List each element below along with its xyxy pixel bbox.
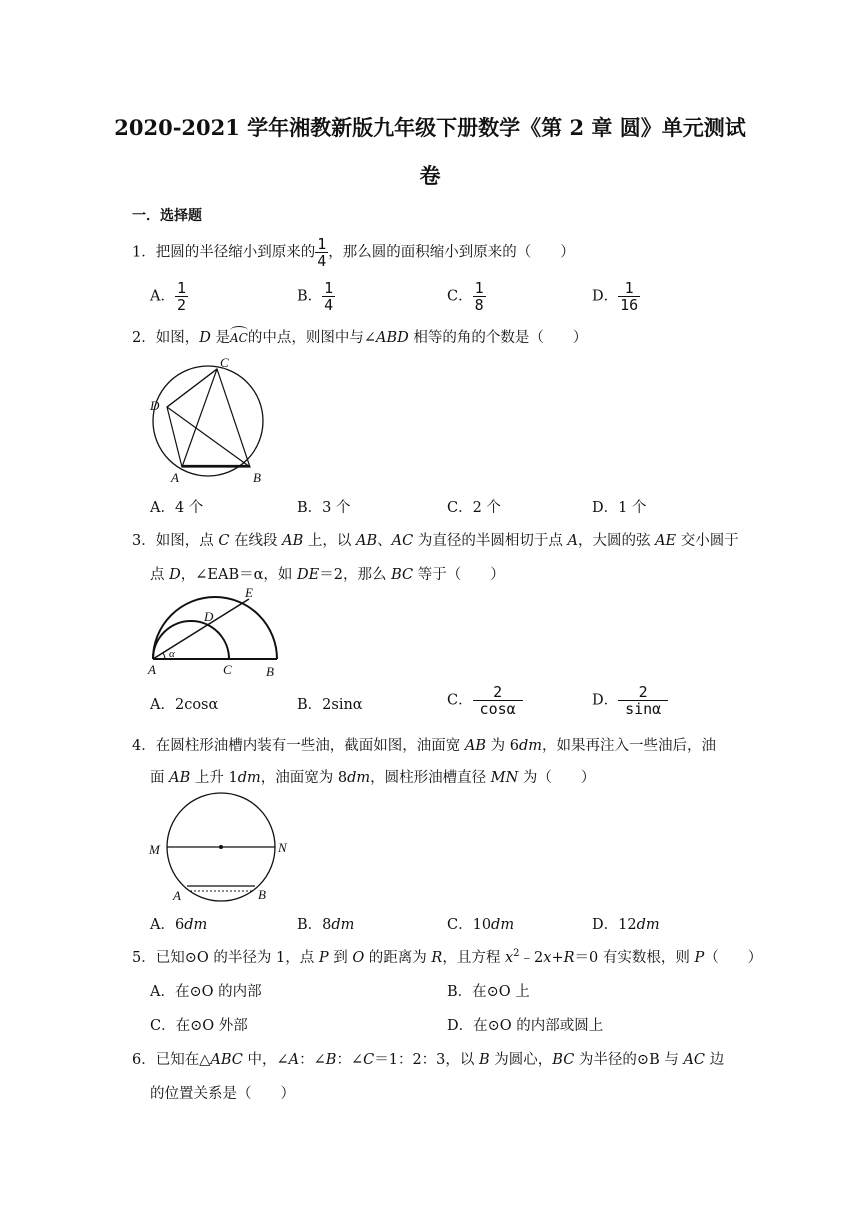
q2-option-b[interactable]: B．3 个 [297, 500, 351, 516]
q1-option-d[interactable]: D． $\frac{1}{16}$ [592, 279, 639, 314]
q3-option-b[interactable]: B．2sinα [297, 697, 363, 713]
question-2: 2．如图，D 是AC的中点，则图中与∠ABD 相等的角的个数是（ ） [132, 330, 588, 346]
q4-figure-oil-tank [145, 792, 295, 904]
question-3-line2: 点 D，∠EAB＝α，如 DE＝2，那么 BC 等于（ ） [150, 567, 505, 583]
q5-option-c[interactable]: C．在⊙O 外部 [150, 1018, 248, 1034]
question-6-line1: 6．已知在△ABC 中，∠A：∠B：∠C＝1：2：3，以 B 为圆心，BC 为半径的⊙B 与 AC 边 [132, 1052, 725, 1068]
q3-label-d: D [204, 609, 214, 624]
q2-option-a[interactable]: A．4 个 [150, 500, 204, 516]
question-6-line2: 的位置关系是（ ） [150, 1086, 295, 1102]
q1-option-a[interactable]: A． $\frac{1}{2}$ [150, 279, 187, 314]
q4-option-a[interactable]: A．6dm [150, 917, 208, 933]
q4-option-b[interactable]: B．8dm [297, 917, 355, 933]
q2-option-c[interactable]: C．2 个 [447, 500, 501, 516]
q3-figure-semicircles [145, 585, 285, 680]
q1-option-c[interactable]: C． $\frac{1}{8}$ [447, 279, 484, 314]
q5-option-a[interactable]: A．在⊙O 的内部 [150, 984, 262, 1000]
question-3-line1: 3．如图，点 C 在线段 AB 上，以 AB、AC 为直径的半圆相切于点 A，大圆的弦 AE 交小圆于 [132, 533, 739, 549]
question-4-line2: 面 AB 上升 1dm，油面宽为 8dm，圆柱形油槽直径 MN 为（ ） [150, 770, 596, 786]
q1-option-b[interactable]: B． $\frac{1}{4}$ [297, 279, 334, 314]
q4-option-d[interactable]: D．12dm [592, 917, 660, 933]
q3-option-a[interactable]: A．2cosα [150, 697, 219, 713]
q3-option-d[interactable]: D． $\frac{2}{\sin\alpha}$ [592, 684, 668, 717]
q5-option-d[interactable]: D．在⊙O 的内部或圆上 [447, 1018, 604, 1034]
q2-label-b: B [253, 470, 261, 485]
page-title-line1: 2020-2021 学年湘教新版九年级下册数学《第 2 章 圆》单元测试 [114, 115, 746, 140]
q1-text-post: ，那么圆的面积缩小到原来的（ ） [328, 244, 575, 261]
question-4-line1: 4．在圆柱形油槽内装有一些油，截面如图，油面宽 AB 为 6dm，如果再注入一些油后，油 [132, 738, 716, 754]
q1-text-pre: 1．把圆的半径缩小到原来的 [132, 244, 316, 261]
q1-fraction: $\frac{1}{4}$ [317, 235, 327, 270]
q4-label-n: N [278, 840, 287, 855]
question-5: 5．已知⊙O 的半径为 1，点 P 到 O 的距离为 R，且方程 $x^2﹣2x+R=0$ 有实数根，则 P（ ） [132, 948, 763, 966]
q2-figure-circle-diagram [145, 352, 275, 486]
q4-option-c[interactable]: C．10dm [447, 917, 515, 933]
q2-label-c: C [220, 355, 229, 370]
q3-option-c[interactable]: C． $\frac{2}{\cos\alpha}$ [447, 684, 523, 717]
q4-label-b: B [258, 887, 266, 902]
section-heading: 一．选择题 [132, 208, 202, 224]
q2-label-a: A [171, 470, 179, 485]
q3-label-alpha: α [169, 648, 175, 660]
question-1 [132, 236, 575, 269]
q2-option-d[interactable]: D．1 个 [592, 500, 647, 516]
q3-label-a: A [148, 662, 156, 677]
q3-label-c: C [223, 662, 232, 677]
q5-option-b[interactable]: B．在⊙O 上 [447, 984, 530, 1000]
arc-ac-symbol: AC [229, 331, 248, 345]
q4-label-a: A [173, 888, 181, 903]
q4-label-m: M [149, 842, 160, 857]
q2-label-d: D [150, 398, 160, 413]
q3-label-e: E [245, 585, 253, 600]
q3-label-b: B [266, 664, 274, 679]
page-title-line2: 卷 [419, 163, 441, 188]
